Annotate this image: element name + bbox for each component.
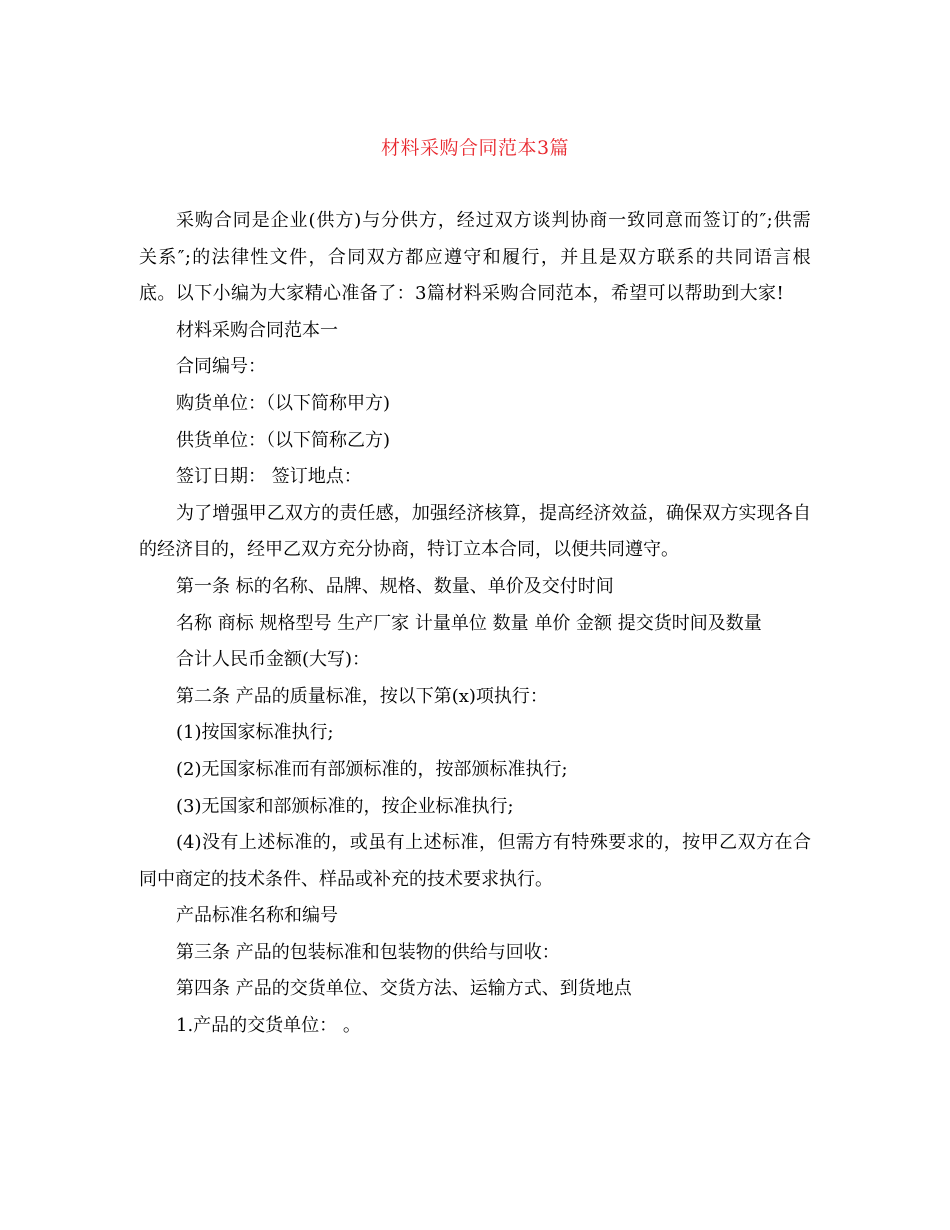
quality-item-3: (3)无国家和部颁标准的，按企业标准执行; xyxy=(176,795,514,817)
buyer-line: 购货单位：（以下简称甲方) xyxy=(176,392,391,414)
document-body xyxy=(139,203,811,1045)
article-two-heading: 第二条 产品的质量标准，按以下第(x)项执行： xyxy=(176,685,548,707)
document-title: 材料采购合同范本3篇 xyxy=(380,137,570,159)
intro-paragraph: 采购合同是企业(供方)与分供方，经过双方谈判协商一致同意而签订的″;供需关系″;的法律性文件，合同双方都应遵守和履行，并且是双方联系的共同语言根底。以下小编为大家精心准备了：3篇材料采购合同范本，希望可以帮助到大家! xyxy=(139,210,811,305)
article-one-heading: 第一条 标的名称、品牌、规格、数量、单价及交付时间 xyxy=(176,575,614,597)
total-amount-line: 合计人民币金额(大写)： xyxy=(176,649,371,671)
article-one-columns: 名称 商标 规格型号 生产厂家 计量单位 数量 单价 金额 提交货时间及数量 xyxy=(176,612,762,634)
product-standard-line: 产品标准名称和编号 xyxy=(176,905,338,927)
purpose-paragraph: 为了增强甲乙双方的责任感，加强经济核算，提高经济效益，确保双方实现各自的经济目的，经甲乙双方充分协商，特订立本合同，以便共同遵守。 xyxy=(139,502,811,561)
signing-date-place-line: 签订日期： 签订地点： xyxy=(176,466,362,488)
article-three-heading: 第三条 产品的包装标准和包装物的供给与回收： xyxy=(176,941,560,963)
section-heading-template-one: 材料采购合同范本一 xyxy=(176,319,338,341)
delivery-unit-line: 1.产品的交货单位： 。 xyxy=(176,1015,361,1037)
article-four-heading: 第四条 产品的交货单位、交货方法、运输方式、到货地点 xyxy=(176,978,632,1000)
quality-item-2: (2)无国家标准而有部颁标准的，按部颁标准执行; xyxy=(176,758,568,780)
quality-item-4: (4)没有上述标准的，或虽有上述标准，但需方有特殊要求的，按甲乙双方在合同中商定的技术条件、样品或补充的技术要求执行。 xyxy=(139,832,811,890)
supplier-line: 供货单位：（以下简称乙方) xyxy=(176,429,391,451)
quality-item-1: (1)按国家标准执行; xyxy=(176,722,334,744)
contract-number-line: 合同编号： xyxy=(176,356,266,378)
